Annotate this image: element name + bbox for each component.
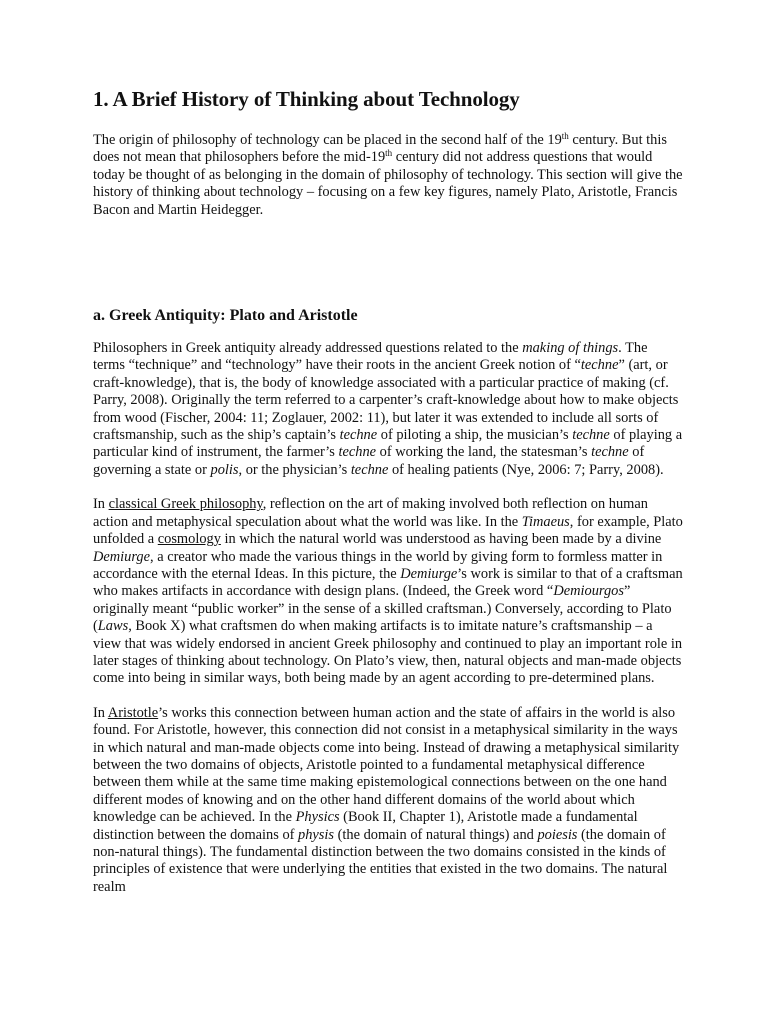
p3-text-5: (the domain of non-natural things). The fundamental distinction between the two domains consisted in the kinds of principles of existence that were underlying the entities that existed in the two domains. The natural realm [93,826,668,895]
document-page [93,84,683,896]
p1-italic-3: techne [339,427,378,444]
p1-text-2: . The terms “technique” and “technology” have their roots in the ancient Greek notion of “ [93,340,648,374]
p1-text-5: of playing a particular kind of instrument, the farmer’s [93,427,683,461]
p2-italic-2: Demiurge [93,548,151,565]
paragraph-3 [93,705,683,896]
p2-text-3: , for example, Plato unfolded a [93,513,683,548]
section-spacer [93,219,683,306]
paragraph-2 [93,496,683,687]
p1-italic-6: techne [591,444,629,461]
page-title: 1. A Brief History of Thinking about Technology [93,87,520,111]
p1-text-7: of governing a state or [93,444,645,478]
p1-italic-5: techne [338,444,377,461]
p3-text-3: (Book II, Chapter 1), Aristotle made a fundamental distinction between the domains of [93,809,638,843]
p1-text-6: of working the land, the statesman’s [376,444,592,461]
p2-text-8: , Book X) what craftsmen do when making artifacts is to imitate nature’s craftsmanship – a view that was widely endorsed in ancient Greek philosophy and continued to play an important role in later stages of thinking about technology. On Plato’s view, then, natural objects and man-made objects come into being in similar ways, both being made by an agent according to pre-determined plans. [93,618,683,687]
intro-superscript-1: th [561,131,569,141]
p1-text-1: Philosophers in Greek antiquity already addressed questions related to the [93,340,523,357]
intro-text-3: century did not address questions that would today be thought of as belonging in the domain of philosophy of technology. This section will give the history of thinking about technology – focusing on a few key figures, namely Plato, Aristotle, Francis Bacon and Martin Heidegger. [93,149,683,218]
p1-italic-7: polis [210,461,239,478]
p2-text-7: ” originally meant “public worker” in the sense of a skilled craftsman.) Conversely, according to Plato ( [93,583,672,635]
link-cosmology[interactable]: cosmology [157,531,221,548]
p3-italic-2: physis [298,826,335,843]
paragraph-spacer [93,688,683,705]
intro-text-2: century. But this does not mean that philosophers before the mid-19 [93,132,667,166]
p1-italic-8: techne [350,461,389,478]
paragraph-1 [93,340,683,479]
intro-paragraph [93,132,683,219]
p2-text-2: , reflection on the art of making involved both reflection on human action and metaphysical speculation about what the world was like. In the [93,496,648,530]
p2-text-4: in which the natural world was understood as having been made by a divine [220,531,662,548]
p1-text-9: of healing patients (Nye, 2006: 7; Parry, 2008). [388,461,664,478]
section-heading: a. Greek Antiquity: Plato and Aristotle [93,307,358,325]
p3-text-2: ’s works this connection between human action and the state of affairs in the world is also found. For Aristotle, however, this connection did not consist in a metaphysical similarity in the ways in which natural and man-made objects come into being. Instead of drawing a metaphysical similarity between the two domains of objects, Aristotle pointed to a fundamental metaphysical difference between them while at the same time making epistemological connections between on the one hand different modes of knowing and on the other hand different domains of the world about which knowledge can be achieved. In the [93,704,680,826]
p1-italic-2: techne [580,357,619,374]
p1-italic-4: techne [572,427,610,444]
p3-text-1: In [93,704,108,721]
intro-text-1: The origin of philosophy of technology can be placed in the second half of the 19 [93,132,562,148]
p2-text-1: In [93,496,109,513]
p3-italic-1: Physics [295,809,340,826]
link-classical-greek-philosophy[interactable]: classical Greek philosophy [108,496,263,513]
p2-italic-4: Demiourgos [553,583,624,600]
intro-superscript-2: th [385,148,393,159]
p2-italic-3: Demiurge [400,565,458,582]
p1-text-8: , or the physician’s [238,461,351,478]
paragraph-spacer [93,479,683,496]
p2-italic-5: Laws [97,618,129,635]
p3-italic-3: poiesis [537,826,578,843]
p1-italic-1: making of things [522,340,619,357]
p1-text-3: ” (art, or craft-knowledge), that is, the body of knowledge associated with a particular practice of making (cf. Parry, 2008). Originally the term referred to a carpenter’s craft-knowledge about how to make objects from wood (Fischer, 2004: 11; Zoglauer, 2002: 11), but later it was extended to include all sorts of craftsmanship, such as the ship’s captain’s [93,357,679,444]
p2-text-5: , a creator who made the various things in the world by giving form to formless matter in accordance with the eternal Ideas. In this picture, the [93,548,663,582]
link-aristotle[interactable]: Aristotle [107,704,159,721]
p3-text-4: (the domain of natural things) and [334,826,538,843]
p1-text-4: of piloting a ship, the musician’s [377,427,573,444]
p2-italic-1: Timaeus [521,513,570,530]
p2-text-6: ’s work is similar to that of a craftsman who makes artifacts in accordance with design plans. (Indeed, the Greek word “ [93,565,683,600]
